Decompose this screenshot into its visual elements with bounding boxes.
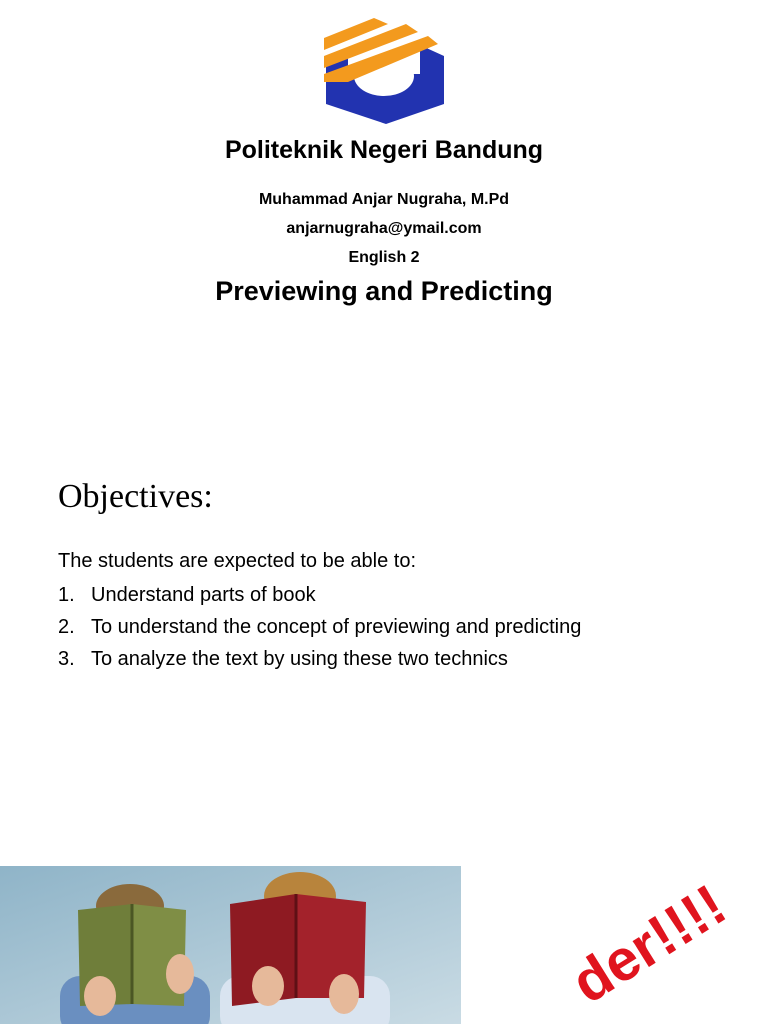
objectives-intro: The students are expected to be able to: — [58, 550, 417, 572]
objectives-heading: Objectives: — [58, 478, 213, 515]
readers-photo — [0, 866, 461, 1024]
list-item: 1. Understand parts of book — [58, 584, 316, 606]
stamp-text: der!!!! — [560, 872, 738, 1016]
author-email: anjarnugraha@ymail.com — [286, 220, 482, 237]
slide-title: Previewing and Predicting — [215, 276, 553, 306]
title-slide — [0, 0, 768, 400]
course-name: English 2 — [348, 249, 420, 266]
list-item: 2. To understand the concept of previewing and predicting — [58, 616, 582, 638]
author-name: Muhammad Anjar Nugraha, M.Pd — [258, 191, 510, 208]
objectives-list — [58, 582, 581, 678]
list-item: 3. To analyze the text by using these two technics — [58, 648, 508, 670]
institution-name: Politeknik Negeri Bandung — [224, 136, 544, 164]
polban-logo — [318, 16, 448, 128]
